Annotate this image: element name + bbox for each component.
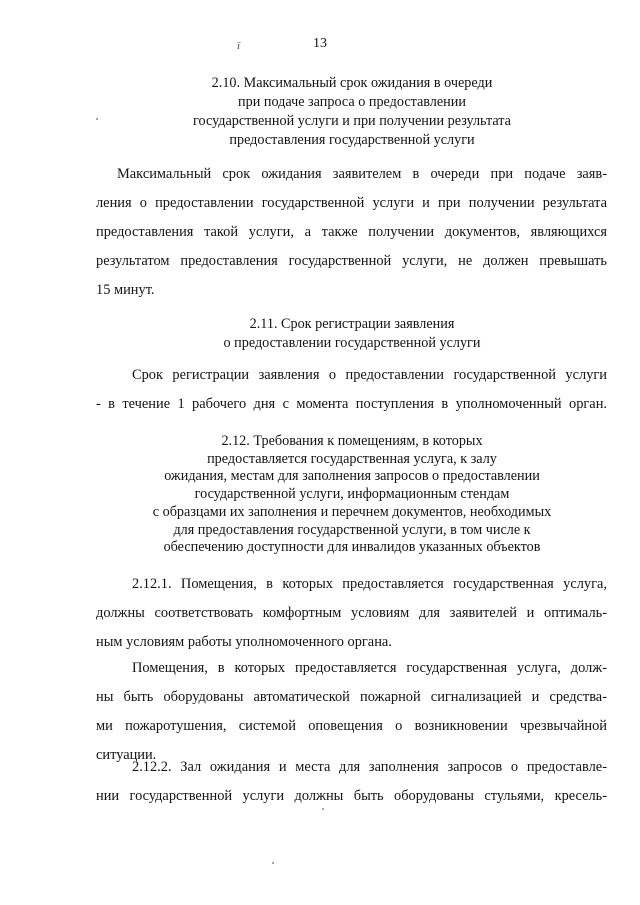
text-line: ным условиям работы уполномоченного органа. — [96, 634, 392, 650]
heading-line: 2.11. Срок регистрации заявления — [249, 316, 455, 332]
text-line: 2.12.2. Зал ожидания и места для заполнения запросов о предоставле- — [132, 759, 607, 775]
heading-line: при подаче запроса о предоставлении — [238, 94, 466, 110]
heading-line: ожидания, местам для заполнения запросов о предоставлении — [164, 468, 540, 485]
text-line: - в течение 1 рабочего дня с момента поступления в уполномоченный орган. — [96, 396, 607, 412]
scan-speck — [272, 862, 274, 864]
section-2-12-heading — [96, 433, 608, 557]
text-line: ми пожаротушения, системой оповещения о возникновении чрезвычайной — [96, 718, 607, 734]
paragraph-2-12-2 — [96, 753, 607, 811]
heading-line: 2.12. Требования к помещениям, в которых — [221, 433, 483, 449]
text-line: Максимальный срок ожидания заявителем в очереди при подаче заяв- — [117, 166, 607, 182]
heading-line: государственной услуги, информационным стендам — [194, 486, 510, 503]
heading-line: государственной услуги и при получении результата — [193, 113, 511, 129]
text-line: Срок регистрации заявления о предоставлении государственной услуги — [132, 367, 607, 383]
text-line: предоставления такой услуги, а также получении документов, являющихся — [96, 224, 607, 240]
text-line: ситуации. — [96, 747, 157, 763]
text-line: результатом предоставления государственной услуги, не должен превышать — [96, 253, 607, 269]
heading-line: предоставления государственной услуги — [229, 132, 475, 148]
section-2-11-paragraph — [96, 361, 607, 419]
section-2-10-heading — [96, 74, 608, 150]
text-line: 2.12.1. Помещения, в которых предоставляется государственная услуга, — [132, 576, 607, 592]
heading-line: для предоставления государственной услуги, в том числе к — [173, 521, 531, 538]
text-line: нии государственной услуги должны быть оборудованы стульями, кресель- — [96, 788, 607, 804]
section-2-11-heading — [96, 315, 608, 353]
heading-line: обеспечению доступности для инвалидов указанных объектов — [163, 539, 541, 556]
text-line: ны быть оборудованы автоматической пожарной сигнализацией и средства- — [96, 689, 607, 705]
text-line: Помещения, в которых предоставляется государственная услуга, долж- — [132, 660, 607, 676]
heading-line: с образцами их заполнения и перечнем документов, необходимых — [152, 503, 552, 520]
section-2-10-paragraph — [96, 160, 607, 305]
text-line: должны соответствовать комфортным условиям для заявителей и оптималь- — [96, 605, 607, 621]
scan-mark: ї — [237, 40, 241, 52]
heading-line: 2.10. Максимальный срок ожидания в очереди — [211, 75, 493, 91]
text-line: ления о предоставлении государственной услуги и при получении результата — [96, 195, 607, 211]
paragraph-2-12-1 — [96, 570, 607, 657]
heading-line: предоставляется государственная услуга, к залу — [207, 450, 497, 467]
heading-line: о предоставлении государственной услуги — [223, 335, 481, 351]
text-line: 15 минут. — [96, 282, 155, 298]
page-number: 13 — [313, 36, 327, 51]
